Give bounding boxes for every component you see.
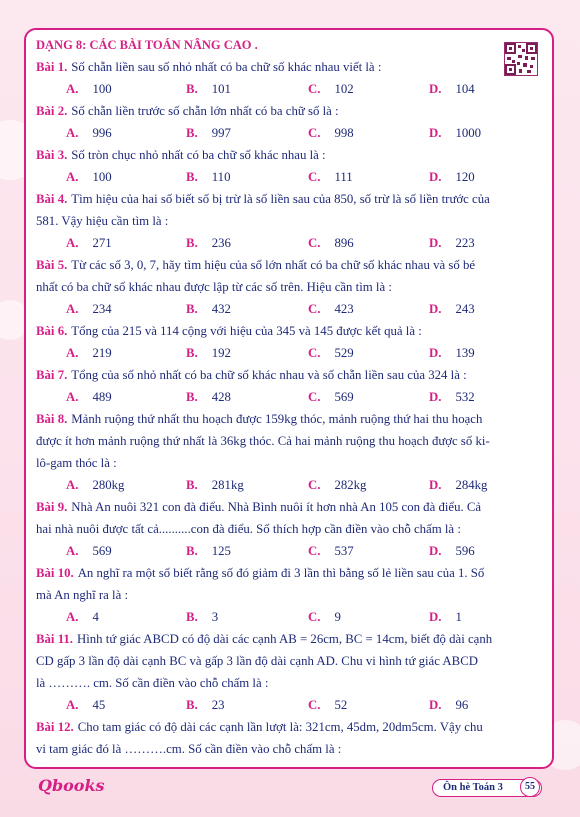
problem-label: Bài 11. xyxy=(36,632,73,646)
answer-option[interactable] xyxy=(66,122,112,144)
option-letter: A. xyxy=(66,478,79,492)
problem-label: Bài 5. xyxy=(36,258,68,272)
option-value: 219 xyxy=(92,346,112,360)
problem-text: lô-gam thóc là : xyxy=(36,456,117,470)
option-value: 569 xyxy=(92,544,112,558)
option-letter: B. xyxy=(186,126,198,140)
problem-item xyxy=(36,254,491,320)
problem-text: 581. Vậy hiệu cần tìm là : xyxy=(36,214,169,228)
problem-label: Bài 7. xyxy=(36,368,68,382)
answer-options xyxy=(36,232,491,254)
option-letter: C. xyxy=(308,390,321,404)
option-letter: B. xyxy=(186,82,198,96)
answer-option[interactable] xyxy=(66,298,112,320)
section-title: DẠNG 8: CÁC BÀI TOÁN NÂNG CAO . xyxy=(36,38,258,52)
option-value: 537 xyxy=(334,544,354,558)
problem-text-line xyxy=(36,650,541,672)
problem-label: Bài 8. xyxy=(36,412,68,426)
answer-option[interactable] xyxy=(186,342,231,364)
answer-options xyxy=(36,540,491,562)
problem-text: Tổng của số nhỏ nhất có ba chữ số khác nhau và số chẵn liền sau của 324 là : xyxy=(71,368,467,382)
answer-option[interactable] xyxy=(308,540,354,562)
problem-text: nhất có ba chữ số khác nhau được lập từ các số trên. Hiệu cần tìm là : xyxy=(36,280,392,294)
problem-text-line xyxy=(36,188,541,210)
option-value: 110 xyxy=(211,170,231,184)
answer-option[interactable] xyxy=(429,606,462,628)
problem-text: mà An nghĩ ra là : xyxy=(36,588,129,602)
problem-text-line xyxy=(36,56,541,78)
problem-text: Số tròn chục nhỏ nhất có ba chữ số khác nhau là : xyxy=(71,148,326,162)
option-letter: C. xyxy=(308,698,321,712)
option-letter: A. xyxy=(66,390,79,404)
answer-option[interactable] xyxy=(186,606,218,628)
option-value: 998 xyxy=(334,126,354,140)
problem-text: là ………. cm. Số cần điền vào chỗ chấm là : xyxy=(36,676,269,690)
problem-item xyxy=(36,408,491,496)
answer-option[interactable] xyxy=(308,342,354,364)
answer-option[interactable] xyxy=(186,78,231,100)
option-value: 125 xyxy=(211,544,231,558)
problem-label: Bài 2. xyxy=(36,104,68,118)
publisher-logo: Qbooks xyxy=(38,776,105,795)
problem-text-line xyxy=(36,408,541,430)
answer-option[interactable] xyxy=(429,166,475,188)
answer-option[interactable] xyxy=(186,386,231,408)
answer-option[interactable] xyxy=(186,298,231,320)
option-value: 997 xyxy=(211,126,231,140)
option-value: 9 xyxy=(334,610,341,624)
option-letter: A. xyxy=(66,236,79,250)
answer-options xyxy=(36,166,491,188)
option-letter: C. xyxy=(308,82,321,96)
option-value: 192 xyxy=(211,346,231,360)
option-letter: B. xyxy=(186,170,198,184)
problem-item xyxy=(36,144,491,188)
answer-option[interactable] xyxy=(429,298,475,320)
option-letter: A. xyxy=(66,82,79,96)
option-value: 45 xyxy=(92,698,106,712)
problem-text-line xyxy=(36,144,541,166)
answer-option[interactable] xyxy=(66,232,112,254)
option-value: 234 xyxy=(92,302,112,316)
option-value: 1000 xyxy=(455,126,482,140)
option-value: 4 xyxy=(92,610,99,624)
problem-text: Nhà An nuôi 321 con đà điểu. Nhà Bình nuôi ít hơn nhà An 105 con đà điểu. Cả xyxy=(71,500,482,514)
problem-label: Bài 1. xyxy=(36,60,68,74)
option-value: 52 xyxy=(334,698,348,712)
option-value: 23 xyxy=(211,698,225,712)
option-value: 280kg xyxy=(92,478,125,492)
option-letter: A. xyxy=(66,170,79,184)
option-value: 243 xyxy=(455,302,475,316)
problem-item xyxy=(36,364,491,408)
answer-options xyxy=(36,342,491,364)
answer-option[interactable] xyxy=(66,694,105,716)
problem-text-line xyxy=(36,738,541,760)
problem-label: Bài 6. xyxy=(36,324,68,338)
option-letter: A. xyxy=(66,544,79,558)
option-letter: B. xyxy=(186,478,198,492)
answer-option[interactable] xyxy=(429,78,475,100)
option-value: 281kg xyxy=(211,478,244,492)
answer-option[interactable] xyxy=(308,298,354,320)
option-letter: D. xyxy=(429,302,442,316)
problem-text: Số chẵn liền trước số chẵn lớn nhất có ba chữ số là : xyxy=(71,104,339,118)
problem-item xyxy=(36,188,491,254)
book-title-tag: Ôn hè Toán 3 xyxy=(432,779,542,797)
option-letter: C. xyxy=(308,346,321,360)
problem-list xyxy=(36,56,491,760)
option-letter: C. xyxy=(308,126,321,140)
option-value: 104 xyxy=(455,82,475,96)
option-letter: B. xyxy=(186,236,198,250)
problem-text-line xyxy=(36,628,541,650)
problem-text-line xyxy=(36,430,541,452)
problem-text: Hình tứ giác ABCD có độ dài các cạnh AB = 26cm, BC = 14cm, biết độ dài cạnh xyxy=(76,632,493,646)
option-letter: D. xyxy=(429,478,442,492)
problem-label: Bài 12. xyxy=(36,720,74,734)
option-letter: A. xyxy=(66,302,79,316)
answer-option[interactable] xyxy=(308,78,354,100)
problem-text-line xyxy=(36,364,541,386)
option-letter: C. xyxy=(308,170,321,184)
problem-label: Bài 9. xyxy=(36,500,68,514)
option-letter: A. xyxy=(66,126,79,140)
problem-text-line xyxy=(36,210,541,232)
problem-label: Bài 4. xyxy=(36,192,68,206)
option-letter: D. xyxy=(429,126,442,140)
option-value: 223 xyxy=(455,236,475,250)
answer-options xyxy=(36,606,491,628)
option-value: 96 xyxy=(455,698,469,712)
answer-option[interactable] xyxy=(429,474,487,496)
problem-item xyxy=(36,562,491,628)
option-value: 432 xyxy=(211,302,231,316)
answer-option[interactable] xyxy=(66,342,112,364)
option-letter: C. xyxy=(308,236,321,250)
option-letter: C. xyxy=(308,544,321,558)
answer-option[interactable] xyxy=(186,694,225,716)
answer-option[interactable] xyxy=(308,474,366,496)
problem-text-line xyxy=(36,100,541,122)
option-letter: A. xyxy=(66,698,79,712)
answer-option[interactable] xyxy=(186,474,244,496)
option-value: 489 xyxy=(92,390,112,404)
option-value: 102 xyxy=(334,82,354,96)
option-value: 284kg xyxy=(455,478,488,492)
problem-text: Số chẵn liền sau số nhỏ nhất có ba chữ số khác nhau viết là : xyxy=(71,60,382,74)
worksheet-content xyxy=(36,34,491,760)
answer-option[interactable] xyxy=(429,122,481,144)
option-value: 139 xyxy=(455,346,475,360)
answer-option[interactable] xyxy=(66,474,124,496)
problem-item xyxy=(36,100,491,144)
answer-options xyxy=(36,474,491,496)
answer-option[interactable] xyxy=(66,166,112,188)
problem-label: Bài 3. xyxy=(36,148,68,162)
answer-option[interactable] xyxy=(66,540,112,562)
option-letter: D. xyxy=(429,82,442,96)
answer-options xyxy=(36,78,491,100)
option-value: 271 xyxy=(92,236,112,250)
option-letter: D. xyxy=(429,390,442,404)
option-letter: B. xyxy=(186,698,198,712)
option-value: 896 xyxy=(334,236,354,250)
option-letter: B. xyxy=(186,610,198,624)
option-letter: A. xyxy=(66,346,79,360)
option-value: 101 xyxy=(211,82,231,96)
problem-text: CD gấp 3 lần độ dài cạnh BC và gấp 3 lần độ dài cạnh AD. Chu vi hình tứ giác ABCD xyxy=(36,654,478,668)
answer-option[interactable] xyxy=(308,122,354,144)
answer-option[interactable] xyxy=(66,78,112,100)
answer-option[interactable] xyxy=(308,606,341,628)
problem-text: hai nhà nuôi được tất cả..........con đà điểu. Số thích hợp cần điền vào chỗ chấm là : xyxy=(36,522,461,536)
option-letter: B. xyxy=(186,346,198,360)
answer-option[interactable] xyxy=(186,122,231,144)
option-letter: D. xyxy=(429,544,442,558)
problem-item xyxy=(36,716,491,760)
option-value: 111 xyxy=(334,170,353,184)
option-letter: B. xyxy=(186,390,198,404)
problem-label: Bài 10. xyxy=(36,566,74,580)
option-letter: B. xyxy=(186,544,198,558)
option-letter: D. xyxy=(429,170,442,184)
problem-text: Tổng của 215 và 114 cộng với hiệu của 345 và 145 được kết quả là : xyxy=(71,324,422,338)
answer-option[interactable] xyxy=(66,606,99,628)
problem-text-line xyxy=(36,584,541,606)
option-value: 529 xyxy=(334,346,354,360)
option-letter: D. xyxy=(429,698,442,712)
problem-text: được ít hơn mảnh ruộng thứ nhất là 36kg thóc. Cả hai mảnh ruộng thu hoạch được số ki- xyxy=(36,434,490,448)
answer-option[interactable] xyxy=(308,386,354,408)
problem-text-line xyxy=(36,320,541,342)
option-letter: D. xyxy=(429,236,442,250)
problem-text: vi tam giác đó là ……….cm. Số cần điền vào chỗ chấm là : xyxy=(36,742,342,756)
problem-text-line xyxy=(36,716,541,738)
problem-text-line xyxy=(36,562,541,584)
problem-text-line xyxy=(36,518,541,540)
option-value: 1 xyxy=(455,610,462,624)
option-letter: C. xyxy=(308,610,321,624)
problem-text-line xyxy=(36,452,541,474)
option-letter: D. xyxy=(429,346,442,360)
option-value: 120 xyxy=(455,170,475,184)
problem-item xyxy=(36,628,491,716)
option-value: 282kg xyxy=(334,478,367,492)
answer-option[interactable] xyxy=(186,540,231,562)
problem-text-line xyxy=(36,276,541,298)
answer-option[interactable] xyxy=(429,386,475,408)
problem-text-line xyxy=(36,672,541,694)
problem-text: Tìm hiệu của hai số biết số bị trừ là số liền sau của 850, số trừ là số liền trước của xyxy=(71,192,490,206)
answer-options xyxy=(36,694,491,716)
answer-option[interactable] xyxy=(429,540,475,562)
answer-option[interactable] xyxy=(429,232,475,254)
option-value: 236 xyxy=(211,236,231,250)
option-letter: A. xyxy=(66,610,79,624)
answer-option[interactable] xyxy=(308,694,347,716)
option-letter: B. xyxy=(186,302,198,316)
problem-text: Mảnh ruộng thứ nhất thu hoạch được 159kg thóc, mảnh ruộng thứ hai thu hoạch xyxy=(71,412,483,426)
problem-text: An nghĩ ra một số biết rằng số đó giảm đi 3 lần thì bằng số lẻ liền sau của 1. Số xyxy=(77,566,485,580)
problem-item xyxy=(36,496,491,562)
option-value: 100 xyxy=(92,82,112,96)
answer-option[interactable] xyxy=(429,342,475,364)
problem-item xyxy=(36,56,491,100)
problem-text-line xyxy=(36,496,541,518)
answer-option[interactable] xyxy=(186,232,231,254)
option-value: 428 xyxy=(211,390,231,404)
answer-options xyxy=(36,386,491,408)
worksheet-frame xyxy=(24,28,554,769)
answer-option[interactable] xyxy=(308,166,353,188)
answer-option[interactable] xyxy=(186,166,230,188)
option-value: 532 xyxy=(455,390,475,404)
answer-option[interactable] xyxy=(308,232,354,254)
option-value: 996 xyxy=(92,126,112,140)
option-value: 596 xyxy=(455,544,475,558)
answer-option[interactable] xyxy=(429,694,468,716)
option-value: 100 xyxy=(92,170,112,184)
page-number: 55 xyxy=(520,777,540,797)
problem-text-line xyxy=(36,254,541,276)
problem-text: Cho tam giác có độ dài các cạnh lần lượt là: 321cm, 45dm, 20dm5cm. Vậy chu xyxy=(77,720,483,734)
option-letter: D. xyxy=(429,610,442,624)
answer-options xyxy=(36,122,491,144)
answer-option[interactable] xyxy=(66,386,112,408)
option-letter: C. xyxy=(308,302,321,316)
answer-options xyxy=(36,298,491,320)
problem-text: Từ các số 3, 0, 7, hãy tìm hiệu của số lớn nhất có ba chữ số khác nhau và số bé xyxy=(71,258,476,272)
option-letter: C. xyxy=(308,478,321,492)
problem-item xyxy=(36,320,491,364)
option-value: 423 xyxy=(334,302,354,316)
option-value: 569 xyxy=(334,390,354,404)
option-value: 3 xyxy=(211,610,219,624)
